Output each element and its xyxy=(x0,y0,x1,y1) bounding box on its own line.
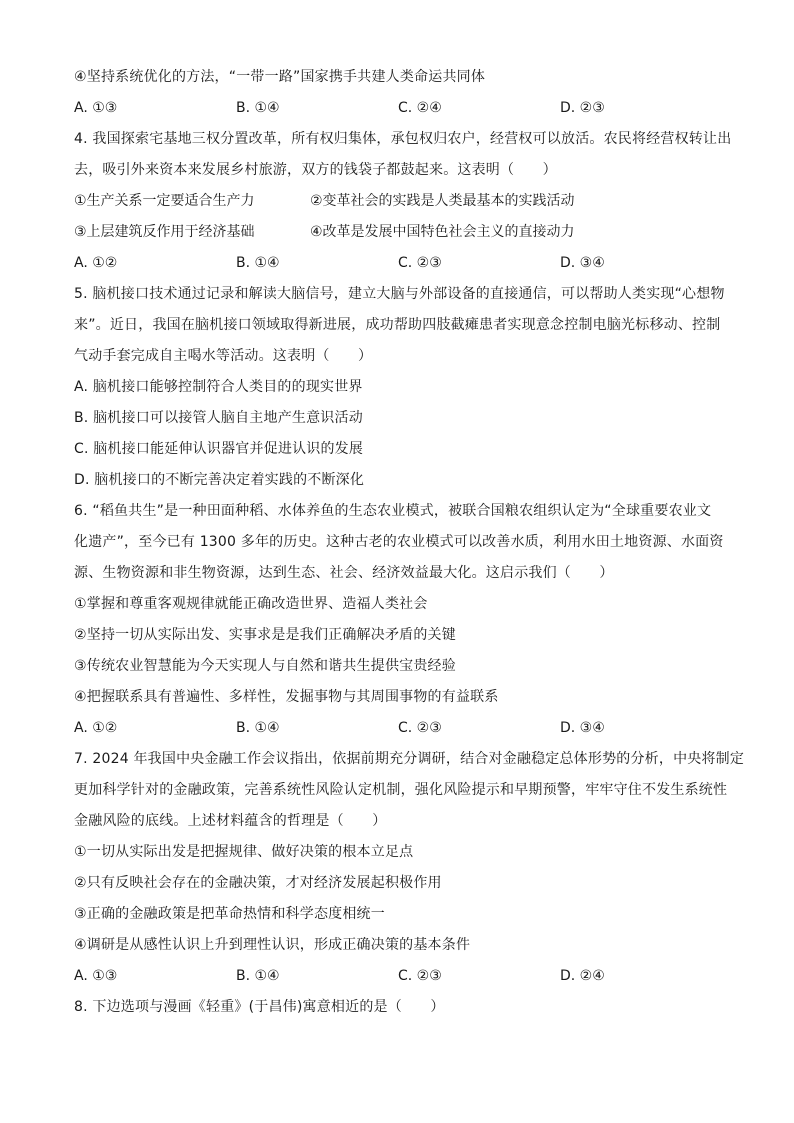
q3-choices xyxy=(74,93,724,124)
q3-choice-a: A. ①③ xyxy=(74,100,118,116)
q5-stem-line-1: 5. 脑机接口技术通过记录和解读大脑信号，建立大脑与外部设备的直接通信，可以帮助人类实现“心想物 xyxy=(74,286,725,302)
q4-choice-a: A. ①② xyxy=(74,255,118,271)
q6-stem-line-2: 化遗产”，至今已有 1300 多年的历史。这种古老的农业模式可以改善水质，利用水田土地资源、水面资 xyxy=(74,534,724,550)
q6-choice-a: A. ①② xyxy=(74,720,118,736)
q7-item-4: ④调研是从感性认识上升到理性认识，形成正确决策的基本条件 xyxy=(74,937,471,953)
q7-choice-d: D. ②④ xyxy=(560,968,605,984)
q5-choice-d: D. 脑机接口的不断完善决定着实践的不断深化 xyxy=(74,472,365,488)
q7-stem-line-1: 7. 2024 年我国中央金融工作会议指出，依据前期充分调研，结合对金融稳定总体形势的分析，中央将制定 xyxy=(74,751,745,767)
q3-choice-c: C. ②④ xyxy=(398,100,442,116)
q7-item-1: ①一切从实际出发是把握规律、做好决策的根本立足点 xyxy=(74,844,414,860)
q6-item-1: ①掌握和尊重客观规律就能正确改造世界、造福人类社会 xyxy=(74,596,428,612)
q6-item-3: ③传统农业智慧能为今天实现人与自然和谐共生提供宝贵经验 xyxy=(74,658,456,674)
q4-item-2: ②变革社会的实践是人类最基本的实践活动 xyxy=(310,193,575,209)
q4-choice-b: B. ①④ xyxy=(236,255,280,271)
q4-item-3: ③上层建筑反作用于经济基础 xyxy=(74,224,255,240)
q6-choice-b: B. ①④ xyxy=(236,720,280,736)
q6-item-4: ④把握联系具有普遍性、多样性，发掘事物与其周围事物的有益联系 xyxy=(74,689,499,705)
q6-choice-d: D. ③④ xyxy=(560,720,605,736)
q5-choice-b: B. 脑机接口可以接管人脑自主地产生意识活动 xyxy=(74,410,363,426)
q4-item-4: ④改革是发展中国特色社会主义的直接动力 xyxy=(310,224,575,240)
q4-items-row-1 xyxy=(74,186,724,217)
q7-choice-a: A. ①③ xyxy=(74,968,118,984)
q8-stem: 8. 下边选项与漫画《轻重》(于昌伟)寓意相近的是（ ） xyxy=(74,999,445,1015)
q3-item-4: ④坚持系统优化的方法，“一带一路”国家携手共建人类命运共同体 xyxy=(74,69,486,85)
q6-choices xyxy=(74,713,724,744)
q4-choice-c: C. ②③ xyxy=(398,255,442,271)
q7-item-3: ③正确的金融政策是把革命热情和科学态度相统一 xyxy=(74,906,385,922)
q7-choices xyxy=(74,961,724,992)
q5-choice-c: C. 脑机接口能延伸认识器官并促进认识的发展 xyxy=(74,441,364,457)
q3-choice-d: D. ②③ xyxy=(560,100,605,116)
q4-choices xyxy=(74,248,724,279)
q4-item-1: ①生产关系一定要适合生产力 xyxy=(74,193,255,209)
q5-stem-line-3: 气动手套完成自主喝水等活动。这表明（ ） xyxy=(74,348,373,364)
q4-stem-line-1: 4. 我国探索宅基地三权分置改革，所有权归集体，承包权归农户，经营权可以放活。农民将经营权转让出 xyxy=(74,131,732,147)
q4-items-row-2 xyxy=(74,217,724,248)
q6-stem-line-3: 源、生物资源和非生物资源，达到生态、社会、经济效益最大化。这启示我们（ ） xyxy=(74,565,614,581)
q3-choice-b: B. ①④ xyxy=(236,100,280,116)
q4-choice-d: D. ③④ xyxy=(560,255,605,271)
q5-choice-a: A. 脑机接口能够控制符合人类目的的现实世界 xyxy=(74,379,363,395)
q7-stem-line-3: 金融风险的底线。上述材料蕴含的哲理是（ ） xyxy=(74,813,387,829)
q6-choice-c: C. ②③ xyxy=(398,720,442,736)
q7-item-2: ②只有反映社会存在的金融决策，才对经济发展起积极作用 xyxy=(74,875,442,891)
exam-page xyxy=(74,62,745,1023)
q6-item-2: ②坚持一切从实际出发、实事求是是我们正确解决矛盾的关键 xyxy=(74,627,456,643)
q5-stem-line-2: 来”。近日，我国在脑机接口领域取得新进展，成功帮助四肢截瘫患者实现意念控制电脑光标移动、控制 xyxy=(74,317,721,333)
q7-stem-line-2: 更加科学针对的金融政策，完善系统性风险认定机制，强化风险提示和早期预警，牢牢守住不发生系统性 xyxy=(74,782,728,798)
q7-choice-b: B. ①④ xyxy=(236,968,280,984)
q6-stem-line-1: 6. “稻鱼共生”是一种田面种稻、水体养鱼的生态农业模式，被联合国粮农组织认定为“全球重要农业文 xyxy=(74,503,712,519)
q4-stem-line-2: 去，吸引外来资本来发展乡村旅游，双方的钱袋子都鼓起来。这表明（ ） xyxy=(74,162,557,178)
q7-choice-c: C. ②③ xyxy=(398,968,442,984)
